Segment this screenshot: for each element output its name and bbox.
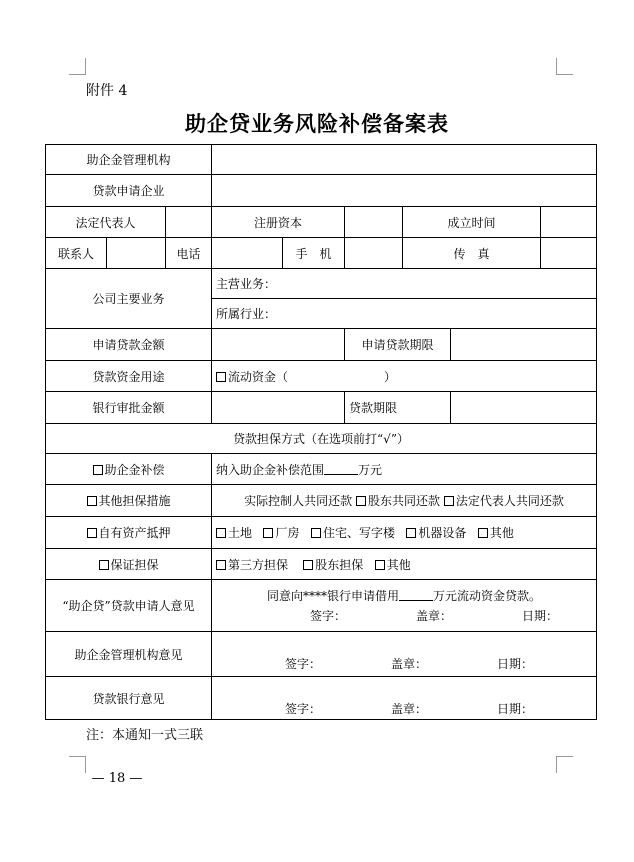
row-legal-rep — [46, 207, 597, 238]
row-opt-other — [46, 485, 597, 517]
mgmt-signature-row — [216, 654, 592, 674]
label-reg-capital: 注册资本 — [212, 207, 345, 238]
field-fund-use[interactable] — [212, 361, 597, 392]
crop-mark-bottom-right — [556, 756, 573, 773]
label-fax: 传 真 — [403, 238, 541, 269]
page-number: — 18 — — [91, 771, 143, 786]
checkbox-fund[interactable] — [93, 465, 103, 475]
row-opt-assets — [46, 517, 597, 549]
filing-form-table — [45, 144, 597, 720]
label-bank-opinion: 贷款银行意见 — [46, 677, 212, 720]
label-main-business: 公司主要业务 — [46, 269, 212, 329]
label-established: 成立时间 — [403, 207, 541, 238]
checkbox-machinery[interactable] — [406, 528, 416, 538]
option-fund[interactable] — [46, 454, 212, 485]
page-title: 助企贷业务风险补偿备案表 — [185, 111, 449, 136]
label-mgmt-opinion: 助企金管理机构意见 — [46, 632, 212, 677]
fund-amount-blank[interactable] — [324, 464, 358, 475]
mgmt-opinion-cell[interactable] — [212, 632, 597, 677]
fund-scope-text: 纳入助企金补偿范围 — [216, 462, 325, 477]
guarantee-third-party: 第三方担保 — [228, 557, 289, 572]
option-assets[interactable] — [46, 517, 212, 549]
seal-label: 盖章： — [416, 608, 453, 623]
attachment-label: 附件 4 — [86, 83, 128, 99]
checkbox-legal-rep-repay[interactable] — [444, 496, 454, 506]
sign-label: 签字： — [284, 702, 321, 716]
guarantee-header: 贷款担保方式（在选项前打“√”） — [46, 424, 597, 454]
asset-other: 其他 — [489, 526, 514, 540]
label-applicant-opinion: “助企贷”贷款申请人意见 — [46, 580, 212, 632]
legal-rep-repay-text: 法定代表人共同还款 — [455, 494, 564, 508]
row-contact — [46, 238, 597, 269]
field-contact[interactable] — [107, 238, 166, 269]
crop-mark-top-left — [69, 58, 86, 75]
checkbox-third-party[interactable] — [216, 560, 226, 570]
checkbox-other[interactable] — [87, 496, 97, 506]
row-main-business-1 — [46, 269, 597, 299]
sign-label: 签字： — [309, 608, 346, 623]
field-legal-rep[interactable] — [166, 207, 212, 238]
field-mobile[interactable] — [345, 238, 403, 269]
field-loan-amount[interactable] — [212, 329, 345, 361]
asset-machinery: 机器设备 — [418, 526, 467, 540]
label-bank-term: 贷款期限 — [345, 392, 451, 424]
option-other[interactable] — [46, 485, 212, 517]
field-phone[interactable] — [212, 238, 283, 269]
field-loan-term[interactable] — [451, 329, 597, 361]
checkbox-guarantee[interactable] — [99, 560, 109, 570]
row-opt-guarantee — [46, 549, 597, 580]
field-applicant[interactable] — [212, 175, 597, 207]
bank-opinion-cell[interactable] — [212, 677, 597, 720]
label-mobile: 手 机 — [283, 238, 345, 269]
row-fund-use — [46, 361, 597, 392]
checkbox-factory[interactable] — [263, 528, 273, 538]
label-bank-amount: 银行审批金额 — [46, 392, 212, 424]
label-mgmt-org: 助企金管理机构 — [46, 145, 212, 175]
option-guarantee[interactable] — [46, 549, 212, 580]
checkbox-working-capital[interactable] — [216, 372, 226, 382]
label-applicant: 贷款申请企业 — [46, 175, 212, 207]
checkbox-guarantee-other[interactable] — [375, 560, 385, 570]
row-applicant-opinion — [46, 580, 597, 632]
field-main-business[interactable]: 主营业务： — [212, 269, 597, 299]
bank-signature-row — [216, 699, 592, 719]
field-reg-capital[interactable] — [345, 207, 403, 238]
row-loan-amount — [46, 329, 597, 361]
label-fund-use: 贷款资金用途 — [46, 361, 212, 392]
asset-factory: 厂房 — [275, 526, 300, 540]
applicant-opinion-statement — [216, 586, 592, 606]
option-guarantee-label: 保证担保 — [110, 557, 159, 572]
fund-unit-text: 万元 — [358, 462, 383, 477]
checkbox-land[interactable] — [216, 528, 226, 538]
loan-amount-blank[interactable] — [399, 590, 433, 601]
row-guarantee-header — [46, 424, 597, 454]
label-contact: 联系人 — [46, 238, 107, 269]
row-mgmt-org — [46, 145, 597, 175]
field-established[interactable] — [541, 207, 597, 238]
option-fund-detail — [212, 454, 597, 485]
field-fax[interactable] — [541, 238, 597, 269]
label-loan-amount: 申请贷款金额 — [46, 329, 212, 361]
asset-residential: 住宅、写字楼 — [322, 526, 395, 540]
guarantee-shareholder: 股东担保 — [315, 557, 364, 572]
field-mgmt-org[interactable] — [212, 145, 597, 175]
controller-repay-text: 实际控制人共同还款 — [244, 494, 353, 508]
seal-label: 盖章： — [391, 702, 428, 716]
crop-mark-top-right — [556, 58, 573, 75]
opinion-text-b: 万元流动资金贷款。 — [433, 588, 542, 603]
working-capital-label: 流动资金（ ） — [228, 369, 397, 384]
checkbox-residential[interactable] — [311, 528, 321, 538]
row-bank-opinion — [46, 677, 597, 720]
date-label: 日期： — [497, 657, 534, 671]
guarantee-options — [212, 549, 597, 580]
footnote: 注：本通知一式三联 — [86, 728, 204, 743]
date-label: 日期： — [497, 702, 534, 716]
checkbox-assets[interactable] — [87, 528, 97, 538]
asset-options — [212, 517, 597, 549]
row-bank-amount — [46, 392, 597, 424]
option-other-label: 其他担保措施 — [98, 494, 171, 508]
row-opt-fund — [46, 454, 597, 485]
label-loan-term: 申请贷款期限 — [345, 329, 451, 361]
label-phone: 电话 — [166, 238, 212, 269]
applicant-signature-row — [216, 606, 592, 626]
row-applicant — [46, 175, 597, 207]
option-other-detail — [212, 485, 597, 517]
checkbox-shareholder-guarantee[interactable] — [303, 560, 313, 570]
applicant-opinion-cell[interactable] — [212, 580, 597, 632]
asset-land: 土地 — [228, 526, 253, 540]
field-bank-amount[interactable] — [212, 392, 345, 424]
shareholder-repay-text: 股东共同还款 — [368, 494, 441, 508]
checkbox-asset-other[interactable] — [478, 528, 488, 538]
sign-label: 签字： — [284, 657, 321, 671]
field-industry[interactable]: 所属行业： — [212, 299, 597, 329]
field-bank-term[interactable] — [451, 392, 597, 424]
opinion-text-a: 同意向****银行申请借用 — [267, 588, 400, 603]
checkbox-shareholder-repay[interactable] — [356, 496, 366, 506]
option-fund-label: 助企金补偿 — [104, 462, 165, 477]
option-assets-label: 自有资产抵押 — [98, 526, 171, 540]
guarantee-other: 其他 — [386, 557, 411, 572]
row-mgmt-opinion — [46, 632, 597, 677]
label-legal-rep: 法定代表人 — [46, 207, 166, 238]
date-label: 日期： — [522, 608, 559, 623]
seal-label: 盖章： — [391, 657, 428, 671]
